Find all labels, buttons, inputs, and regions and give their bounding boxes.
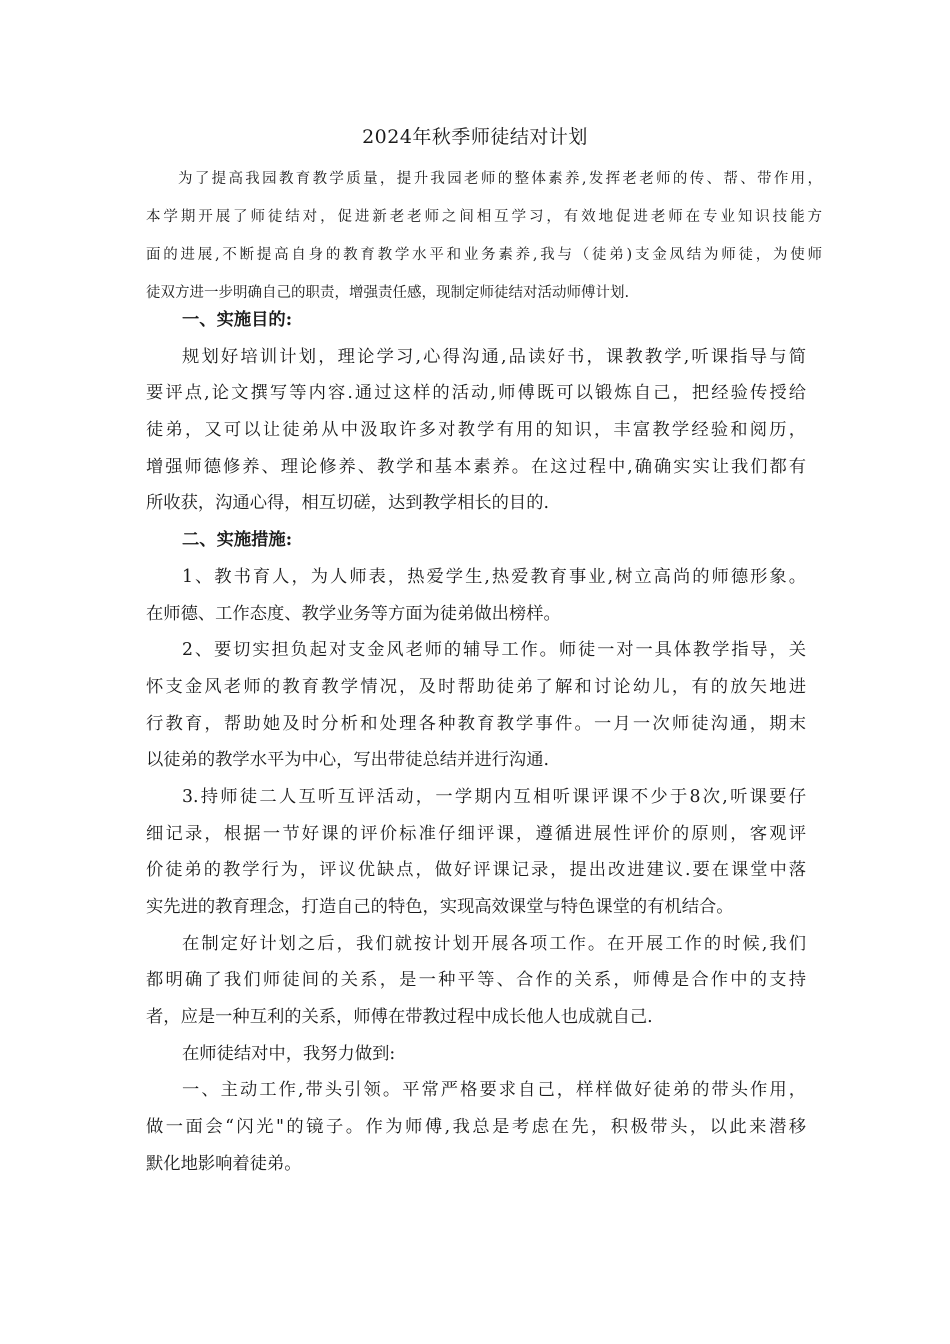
section2-item2-line: 行教育，帮助她及时分析和处理各种教育教学事件。一月一次师徒沟通，期末 bbox=[146, 713, 806, 734]
section1-line: 徒弟，又可以让徒弟从中汲取许多对教学有用的知识，丰富教学经验和阅历， bbox=[146, 420, 806, 441]
section2-item2-line: 2、要切实担负起对支金风老师的辅导工作。师徒一对一具体教学指导，关 bbox=[182, 640, 806, 661]
paragraph-line: 者，应是一种互利的关系，师傅在带教过程中成长他人也成就自己. bbox=[146, 1007, 653, 1028]
intro-line: 面的进展,不断提高自身的教育教学水平和业务素养,我与（徒弟)支金凤结为师徒，为使师 bbox=[146, 247, 822, 263]
section2-item3-line: 实先进的教育理念，打造自己的特色，实现高效课堂与特色课堂的有机结合。 bbox=[146, 897, 734, 917]
section1-line: 要评点,论文撰写等内容.通过这样的活动,师傅既可以锻炼自己，把经验传授给 bbox=[146, 383, 806, 404]
intro-paragraph bbox=[146, 160, 822, 312]
section2-item3-line: 细记录，根据一节好课的评价标准仔细评课，遵循进展性评价的原则，客观评 bbox=[146, 823, 806, 844]
document-body bbox=[146, 302, 806, 1183]
section2-item1-line: 1、教书育人，为人师表，热爱学生,热爱教育事业,树立高尚的师德形象。 bbox=[182, 566, 806, 587]
section2-item2-line: 怀支金风老师的教育教学情况，及时帮助徒弟了解和讨论幼儿，有的放矢地进 bbox=[146, 676, 806, 697]
intro-line: 为了提高我园教育教学质量，提升我园老师的整体素养,发挥老老师的传、帮、带作用， bbox=[178, 171, 822, 187]
point1-line: 默化地影响着徒弟。 bbox=[146, 1153, 302, 1174]
paragraph-line: 在师徒结对中，我努力做到: bbox=[182, 1043, 396, 1064]
section2-item3-line: 3.持师徒二人互听互评活动，一学期内互相听课评课不少于8次,听课要仔 bbox=[182, 786, 806, 807]
section1-heading: 一、实施目的: bbox=[182, 310, 293, 330]
section1-line: 所收获，沟通心得，相互切磋，达到教学相长的目的. bbox=[146, 493, 549, 514]
section2-item3-line: 价徒弟的教学行为，评议优缺点，做好评课记录，提出改进建议.要在课堂中落 bbox=[146, 860, 806, 881]
section2-item2-line: 以徒弟的教学水平为中心，写出带徒总结并进行沟通. bbox=[146, 750, 549, 771]
section1-line: 增强师德修养、理论修养、教学和基本素养。在这过程中,确确实实让我们都有 bbox=[146, 456, 806, 477]
section2-item1-line: 在师德、工作态度、教学业务等方面为徒弟做出榜样。 bbox=[146, 603, 561, 624]
section1-line: 规划好培训计划，理论学习,心得沟通,品读好书，课教教学,听课指导与简 bbox=[182, 346, 806, 367]
point1-line: 做一面会“闪光"的镜子。作为师傅,我总是考虑在先，积极带头，以此来潜移 bbox=[146, 1117, 806, 1138]
paragraph-line: 都明确了我们师徒间的关系，是一种平等、合作的关系，师傅是合作中的支持 bbox=[146, 970, 806, 991]
paragraph-line: 在制定好计划之后，我们就按计划开展各项工作。在开展工作的时候,我们 bbox=[182, 933, 806, 954]
intro-line: 徒双方进一步明确自己的职责，增强责任感，现制定师徒结对活动师傅计划. bbox=[146, 285, 630, 301]
document-title: 2024年秋季师徒结对计划 bbox=[362, 126, 588, 148]
section2-heading: 二、实施措施: bbox=[182, 530, 293, 551]
point1-line: 一、主动工作,带头引领。平常严格要求自己，样样做好徒弟的带头作用， bbox=[182, 1080, 806, 1101]
intro-line: 本学期开展了师徒结对，促进新老老师之间相互学习，有效地促进老师在专业知识技能方 bbox=[146, 209, 822, 225]
